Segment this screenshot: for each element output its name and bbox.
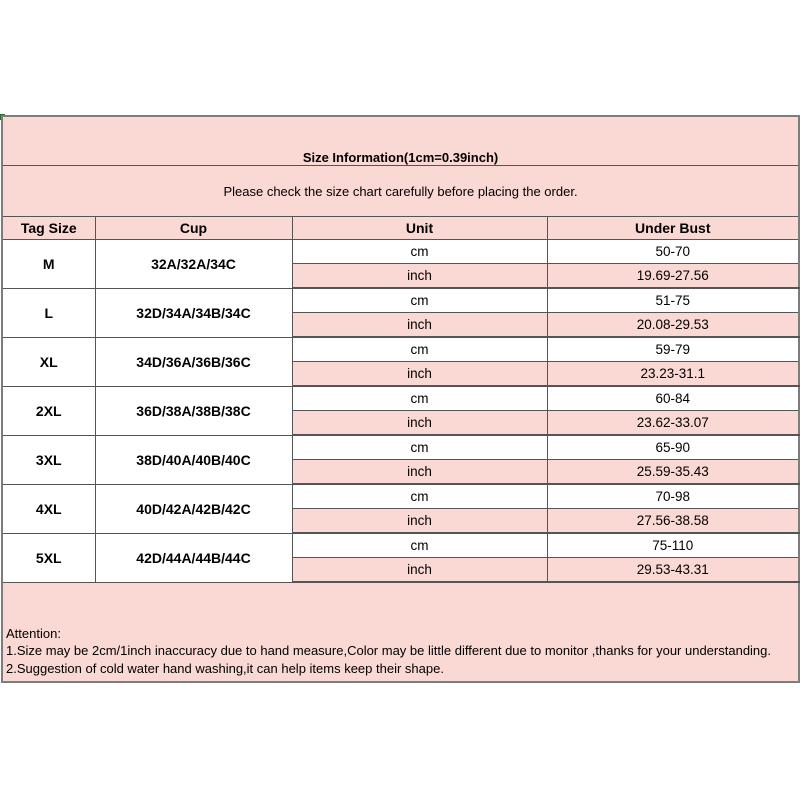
measurement-cell: 65-90 xyxy=(547,435,799,460)
unit-cell: inch xyxy=(292,264,547,289)
tag-size-cell: 3XL xyxy=(2,435,95,484)
unit-cell: inch xyxy=(292,313,547,338)
measurement-cell: 60-84 xyxy=(547,386,799,411)
unit-cell: cm xyxy=(292,533,547,558)
subtitle-row xyxy=(2,166,799,217)
col-header-tag-size: Tag Size xyxy=(2,217,95,240)
measurement-cell: 70-98 xyxy=(547,484,799,509)
measurement-cell: 51-75 xyxy=(547,288,799,313)
attention-row xyxy=(2,582,799,682)
tag-size-cell: XL xyxy=(2,337,95,386)
unit-cell: inch xyxy=(292,411,547,436)
size-rows xyxy=(2,240,799,583)
size-row-cm xyxy=(2,484,799,509)
cup-cell: 34D/36A/36B/36C xyxy=(95,337,292,386)
measurement-cell: 27.56-38.58 xyxy=(547,509,799,534)
cup-cell: 36D/38A/38B/38C xyxy=(95,386,292,435)
cup-cell: 40D/42A/42B/42C xyxy=(95,484,292,533)
unit-cell: cm xyxy=(292,337,547,362)
attention-note xyxy=(2,582,799,682)
attention-heading: Attention: xyxy=(6,625,61,641)
unit-cell: cm xyxy=(292,484,547,509)
measurement-cell: 75-110 xyxy=(547,533,799,558)
unit-cell: inch xyxy=(292,558,547,583)
column-header-row xyxy=(2,217,799,240)
tag-size-cell: 4XL xyxy=(2,484,95,533)
unit-cell: cm xyxy=(292,288,547,313)
unit-cell: cm xyxy=(292,240,547,264)
size-row-cm xyxy=(2,386,799,411)
size-row-cm xyxy=(2,337,799,362)
unit-cell: cm xyxy=(292,435,547,460)
measurement-cell: 23.62-33.07 xyxy=(547,411,799,436)
size-row-cm xyxy=(2,435,799,460)
size-row-cm xyxy=(2,240,799,264)
measurement-cell: 59-79 xyxy=(547,337,799,362)
tag-size-cell: L xyxy=(2,288,95,337)
measurement-cell: 23.23-31.1 xyxy=(547,362,799,387)
cup-cell: 42D/44A/44B/44C xyxy=(95,533,292,582)
attention-line: 1.Size may be 2cm/1inch inaccuracy due to hand measure,Color may be little different due to monitor ,thanks for your understanding. xyxy=(6,643,772,658)
tag-size-cell: 2XL xyxy=(2,386,95,435)
unit-cell: inch xyxy=(292,460,547,485)
measurement-cell: 25.59-35.43 xyxy=(547,460,799,485)
cup-cell: 32A/32A/34C xyxy=(95,240,292,289)
title-row xyxy=(2,116,799,166)
col-header-cup: Cup xyxy=(95,217,292,240)
size-row-cm xyxy=(2,533,799,558)
tag-size-cell: 5XL xyxy=(2,533,95,582)
unit-cell: inch xyxy=(292,509,547,534)
size-row-cm xyxy=(2,288,799,313)
measurement-cell: 20.08-29.53 xyxy=(547,313,799,338)
col-header-under-bust: Under Bust xyxy=(547,217,799,240)
col-header-unit: Unit xyxy=(292,217,547,240)
tag-size-cell: M xyxy=(2,240,95,289)
attention-line: 2.Suggestion of cold water hand washing,it can help items keep their shape. xyxy=(6,660,444,676)
measurement-cell: 19.69-27.56 xyxy=(547,264,799,289)
table-title: Size Information(1cm=0.39inch) xyxy=(2,116,799,166)
size-info-table xyxy=(1,115,800,683)
unit-cell: inch xyxy=(292,362,547,387)
unit-cell: cm xyxy=(292,386,547,411)
measurement-cell: 29.53-43.31 xyxy=(547,558,799,583)
measurement-cell: 50-70 xyxy=(547,240,799,264)
cup-cell: 38D/40A/40B/40C xyxy=(95,435,292,484)
cup-cell: 32D/34A/34B/34C xyxy=(95,288,292,337)
table-subtitle: Please check the size chart carefully before placing the order. xyxy=(2,166,799,217)
